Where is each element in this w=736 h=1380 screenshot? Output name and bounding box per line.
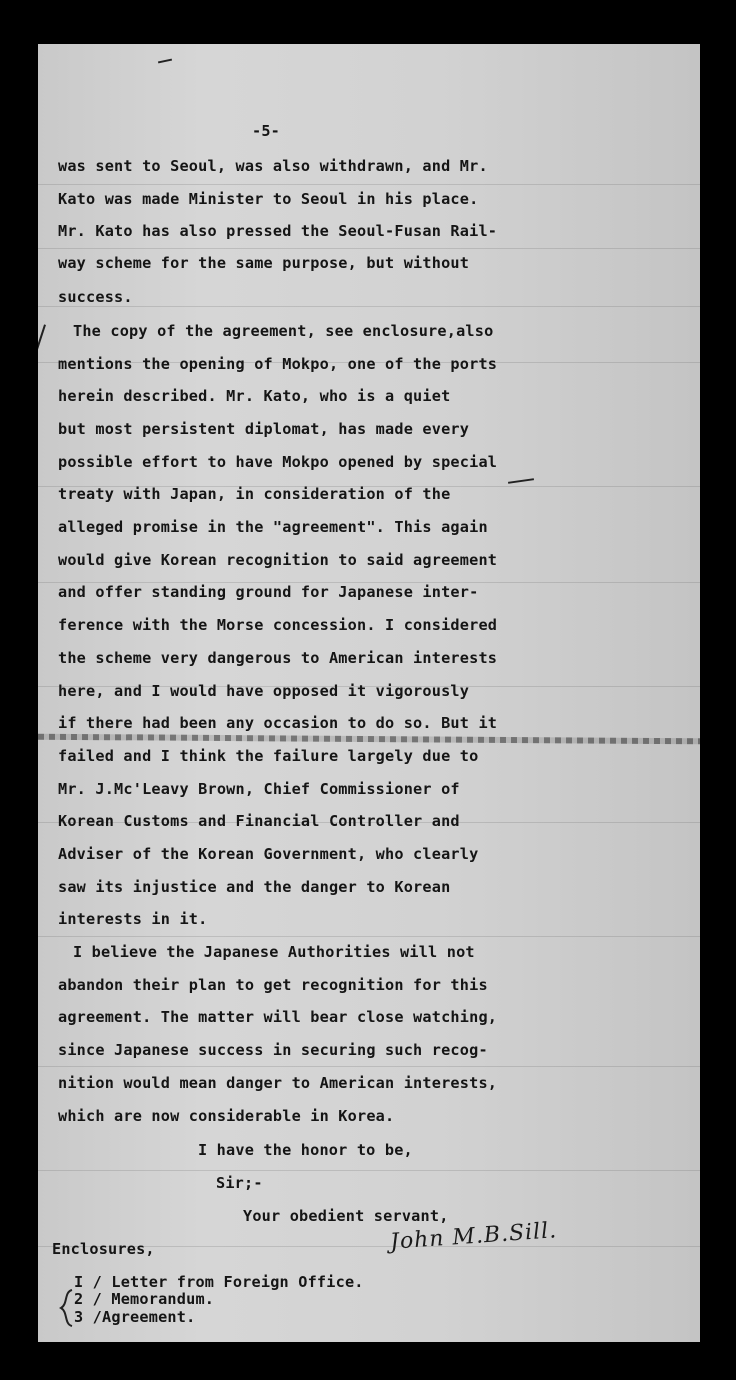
body-line: possible effort to have Mokpo opened by special <box>58 453 498 471</box>
body-line: but most persistent diplomat, has made every <box>58 420 470 438</box>
body-line: The copy of the agreement, see enclosure,also <box>73 322 494 340</box>
body-line: which are now considerable in Korea. <box>58 1107 395 1125</box>
margin-mark <box>38 324 46 349</box>
paper-rule <box>38 936 700 937</box>
body-line: if there had been any occasion to do so. But it <box>58 714 498 732</box>
body-line: ference with the Morse concession. I considered <box>58 616 498 634</box>
body-line: would give Korean recognition to said agreement <box>58 551 498 569</box>
handwritten-signature: John M.B.Sill. <box>389 1218 558 1255</box>
body-line: nition would mean danger to American interests, <box>58 1074 498 1092</box>
body-line: herein described. Mr. Kato, who is a quiet <box>58 387 451 405</box>
body-line: success. <box>58 288 133 306</box>
enclosure-item: 2 / Memorandum. <box>74 1290 215 1308</box>
paper-rule <box>38 1170 700 1171</box>
body-line: failed and I think the failure largely due to <box>58 747 479 765</box>
body-line: Mr. Kato has also pressed the Seoul-Fusan Rail- <box>58 222 498 240</box>
closing-salutation: Sir;- <box>216 1174 263 1192</box>
document-page <box>38 44 700 1342</box>
body-line: Korean Customs and Financial Controller and <box>58 812 460 830</box>
margin-mark <box>508 478 534 484</box>
body-line: way scheme for the same purpose, but without <box>58 254 470 272</box>
body-line: treaty with Japan, in consideration of the <box>58 485 451 503</box>
body-line: since Japanese success in securing such recog- <box>58 1041 488 1059</box>
body-line: Mr. J.Mc'Leavy Brown, Chief Commissioner of <box>58 780 460 798</box>
enclosure-item: 3 /Agreement. <box>74 1308 196 1326</box>
enclosure-brace-mark <box>58 1288 74 1328</box>
margin-mark <box>158 59 172 64</box>
closing-honor: I have the honor to be, <box>198 1141 413 1159</box>
page-number: -5- <box>252 122 281 140</box>
body-line: Adviser of the Korean Government, who clearly <box>58 845 479 863</box>
body-line: and offer standing ground for Japanese inter- <box>58 583 479 601</box>
body-line: Kato was made Minister to Seoul in his place. <box>58 190 479 208</box>
body-line: here, and I would have opposed it vigorously <box>58 682 470 700</box>
body-line: the scheme very dangerous to American interests <box>58 649 498 667</box>
enclosures-heading: Enclosures, <box>52 1240 155 1258</box>
enclosure-item: I / Letter from Foreign Office. <box>74 1273 364 1291</box>
closing-servant: Your obedient servant, <box>243 1207 449 1225</box>
body-line: saw its injustice and the danger to Korean <box>58 878 451 896</box>
body-line: was sent to Seoul, was also withdrawn, and Mr. <box>58 157 488 175</box>
body-line: interests in it. <box>58 910 208 928</box>
paper-fold-line <box>38 734 700 745</box>
paper-rule <box>38 248 700 249</box>
paper-rule <box>38 184 700 185</box>
body-line: I believe the Japanese Authorities will not <box>73 943 475 961</box>
body-line: agreement. The matter will bear close watching, <box>58 1008 498 1026</box>
body-line: alleged promise in the "agreement". This again <box>58 518 488 536</box>
paper-rule <box>38 1066 700 1067</box>
paper-rule <box>38 306 700 307</box>
body-line: abandon their plan to get recognition for this <box>58 976 488 994</box>
body-line: mentions the opening of Mokpo, one of the ports <box>58 355 498 373</box>
